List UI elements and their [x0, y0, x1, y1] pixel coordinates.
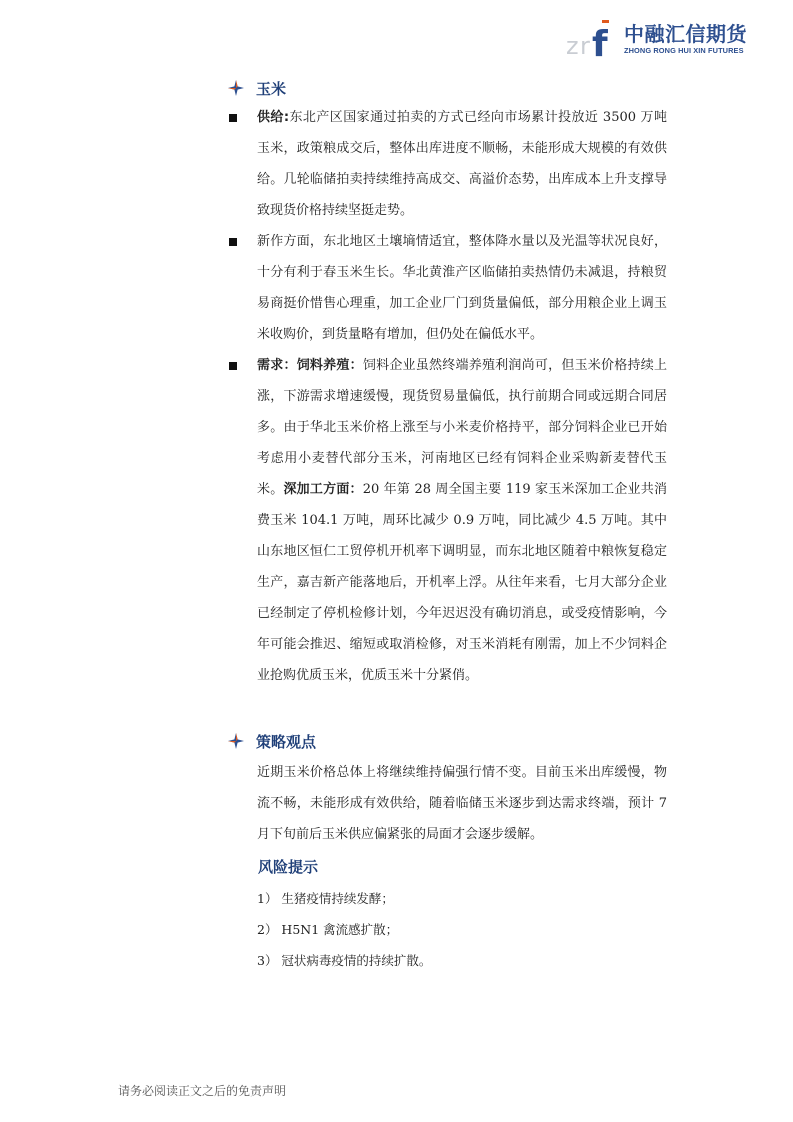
new-crop-text: 新作方面，东北地区土壤墒情适宜，整体降水量以及光温等状况良好，十分有利于春玉米生长。华北黄淮产区临储拍卖热情仍未减退，持粮贸易商挺价惜售心理重，加工企业厂门到货量偏低，部分用粮企业上调玉米收购价，到货量略有增加，但仍处在偏低水平。 — [257, 234, 667, 342]
demand-label: 需求：饲料养殖： — [257, 358, 363, 373]
bullet-square — [229, 362, 237, 370]
bullet-square — [229, 114, 237, 122]
demand-paragraph — [257, 350, 667, 691]
logo-chinese-name: 中融汇信期货 — [624, 22, 747, 46]
logo-english-name: ZHONG RONG HUI XIN FUTURES — [624, 46, 744, 55]
bullet-square — [229, 238, 237, 246]
compass-star-icon — [228, 80, 244, 96]
risk-item: 2） H5N1 禽流感扩散； — [257, 922, 399, 937]
svg-text:r: r — [580, 32, 590, 60]
zrf-logo-mark — [566, 16, 620, 62]
section-heading-risk — [258, 854, 318, 878]
risk-item: 1） 生猪疫情持续发酵； — [257, 891, 394, 906]
supply-text: 东北产区国家通过拍卖的方式已经向市场累计投放近 3500 万吨玉米，政策粮成交后，整体出库进度不顺畅，未能形成大规模的有效供给。几轮临储拍卖持续维持高成交、高溢价态势，出库成本上升支撑导致现货价格持续坚挺走势。 — [257, 110, 667, 218]
supply-paragraph — [257, 102, 667, 226]
compass-star-icon — [228, 733, 244, 749]
demand-text: 饲料企业虽然终端养殖利润尚可，但玉米价格持续上涨，下游需求增速缓慢，现货贸易量偏低，执行前期合同或远期合同居多。由于华北玉米价格上涨至与小米麦价格持平，部分饲料企业已开始考虑用小麦替代部分玉米，河南地区已经有饲料企业采购新麦替代玉米。 — [257, 358, 667, 497]
deep-processing-text: 20 年第 28 周全国主要 119 家玉米深加工企业共消费玉米 104.1 万吨，周环比减少 0.9 万吨，同比减少 4.5 万吨。其中山东地区恒仁工贸停机开机率下调明显，而东北地区随着中粮恢复稳定生产，嘉吉新产能落地后，开机率上浮。从往年来看，七月大部分企业已经制定了停机检修计划，今年迟迟没有确切消息，或受疫情影响，今年可能会推迟、缩短或取消检修，对玉米消耗有刚需，加上不少饲料企业抢购优质玉米，优质玉米十分紧俏。 — [257, 482, 667, 683]
svg-text:f: f — [592, 24, 608, 62]
section-heading-corn — [228, 76, 286, 100]
section-title: 玉米 — [256, 79, 287, 98]
deep-processing-label: 深加工方面： — [283, 482, 363, 497]
supply-label: 供给: — [257, 110, 290, 125]
svg-text:z: z — [566, 32, 579, 60]
footer-disclaimer: 请务必阅读正文之后的免责声明 — [118, 1084, 287, 1098]
section-heading-strategy — [228, 729, 316, 753]
section-title: 风险提示 — [258, 857, 319, 876]
strategy-paragraph — [257, 757, 667, 850]
new-crop-paragraph — [257, 226, 667, 350]
company-logo — [566, 16, 776, 62]
risk-item: 3） 冠状病毒疫情的持续扩散。 — [257, 953, 432, 968]
strategy-text: 近期玉米价格总体上将继续维持偏强行情不变。目前玉米出库缓慢，物流不畅，未能形成有效供给，随着临储玉米逐步到达需求终端，预计 7 月下旬前后玉米供应偏紧张的局面才会逐步缓解。 — [257, 765, 667, 842]
section-title: 策略观点 — [256, 732, 317, 751]
